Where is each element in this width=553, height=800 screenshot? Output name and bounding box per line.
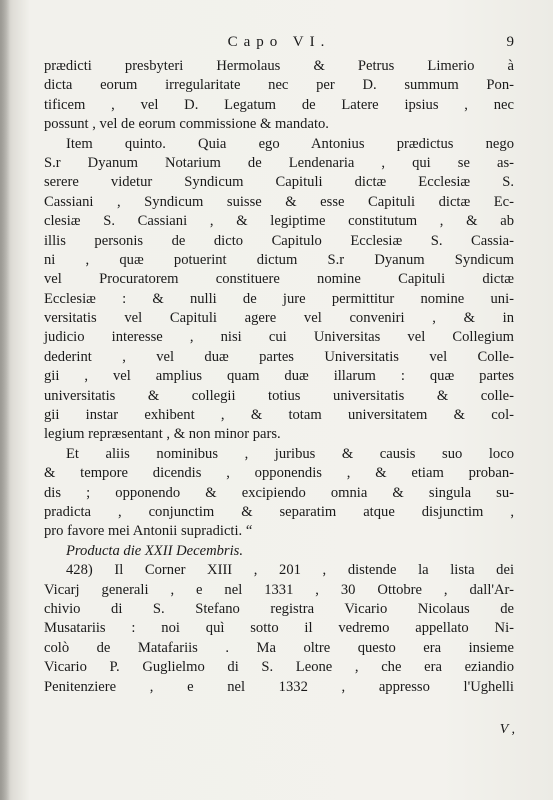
text-line: Vicarj generali , e nel 1331 , 30 Ottobre , dall'Ar-: [44, 581, 514, 598]
text-line: Ecclesiæ : & nulli de jure permittitur nomine uni-: [44, 290, 514, 307]
text-line: dis ; opponendo & excipiendo omnia & singula su-: [44, 484, 514, 501]
text-line: S.r Dyanum Notarium de Lendenaria , qui se as-: [44, 154, 514, 171]
body-text: [44, 57, 514, 697]
text-line: serere videtur Syndicum Capituli dictæ Ecclesiæ S.: [44, 174, 514, 191]
text-line: gii , vel amplius quam duæ illarum : quæ partes: [44, 368, 514, 385]
text-line: Et aliis nominibus , juribus & causis suo loco: [66, 445, 514, 462]
page-header: [44, 34, 514, 54]
text-line: Musatariis : noi quì sotto il vedremo appellato Ni-: [44, 620, 514, 637]
text-line: Cassiani , Syndicum suisse & esse Capituli dictæ Ec-: [44, 193, 514, 210]
running-head: Capo VI.: [227, 34, 331, 50]
text-line: pradicta , conjunctim & separatim atque disjunctim ,: [44, 503, 514, 520]
text-line: chivio di S. Stefano registra Vicario Nicolaus de: [44, 600, 514, 617]
text-line: judicio interesse , nisi cui Universitas vel Collegium: [44, 329, 514, 346]
text-line: versitatis vel Capituli agere vel conveniri , & in: [44, 310, 514, 327]
text-line: dederint , vel duæ partes Universitatis vel Colle-: [44, 348, 514, 365]
gutter-shadow: [0, 0, 10, 800]
text-line: vel Procuratorem constituere nomine Capituli dictæ: [44, 271, 514, 288]
text-line: clesiæ S. Cassiani , & legiptime constitutum , & ab: [44, 213, 514, 230]
text-line: gii instar exhibent , & totam universitatem & col-: [44, 407, 514, 424]
text-line: Producta die XXII Decembris.: [66, 542, 243, 559]
text-line: legium repræsentant , & non minor pars.: [44, 426, 281, 443]
text-line: & tempore dicendis , opponendis , & etiam proban-: [44, 465, 514, 482]
text-line: illis personis de dicto Capitulo Ecclesiæ S. Cassia-: [44, 232, 514, 249]
text-line: dicta eorum irregularitate nec per D. summum Pon-: [44, 77, 514, 94]
text-line: Penitenziere , e nel 1332 , appresso l'Ughelli: [44, 678, 514, 695]
text-line: pro favore mei Antonii supradicti. “: [44, 523, 253, 540]
text-line: colò de Matafariis . Ma oltre questo era insieme: [44, 639, 514, 656]
text-line: ni , quæ potuerint dictum S.r Dyanum Syndicum: [44, 251, 514, 268]
text-line: Vicario P. Guglielmo di S. Leone , che era eziandio: [44, 659, 514, 676]
page-number: 9: [506, 34, 514, 50]
text-line: prædicti presbyteri Hermolaus & Petrus Limerio à: [44, 58, 514, 74]
text-line: Item quinto. Quia ego Antonius prædictus nego: [66, 135, 514, 152]
text-line: tificem , vel D. Legatum de Latere ipsius , nec: [44, 96, 514, 113]
text-line: universitatis & collegii totius universitatis & colle-: [44, 387, 514, 404]
text-line: 428) Il Corner XIII , 201 , distende la lista dei: [66, 562, 514, 579]
catchword: V ,: [499, 722, 515, 737]
text-line: possunt , vel de eorum commissione & mandato.: [44, 116, 329, 133]
